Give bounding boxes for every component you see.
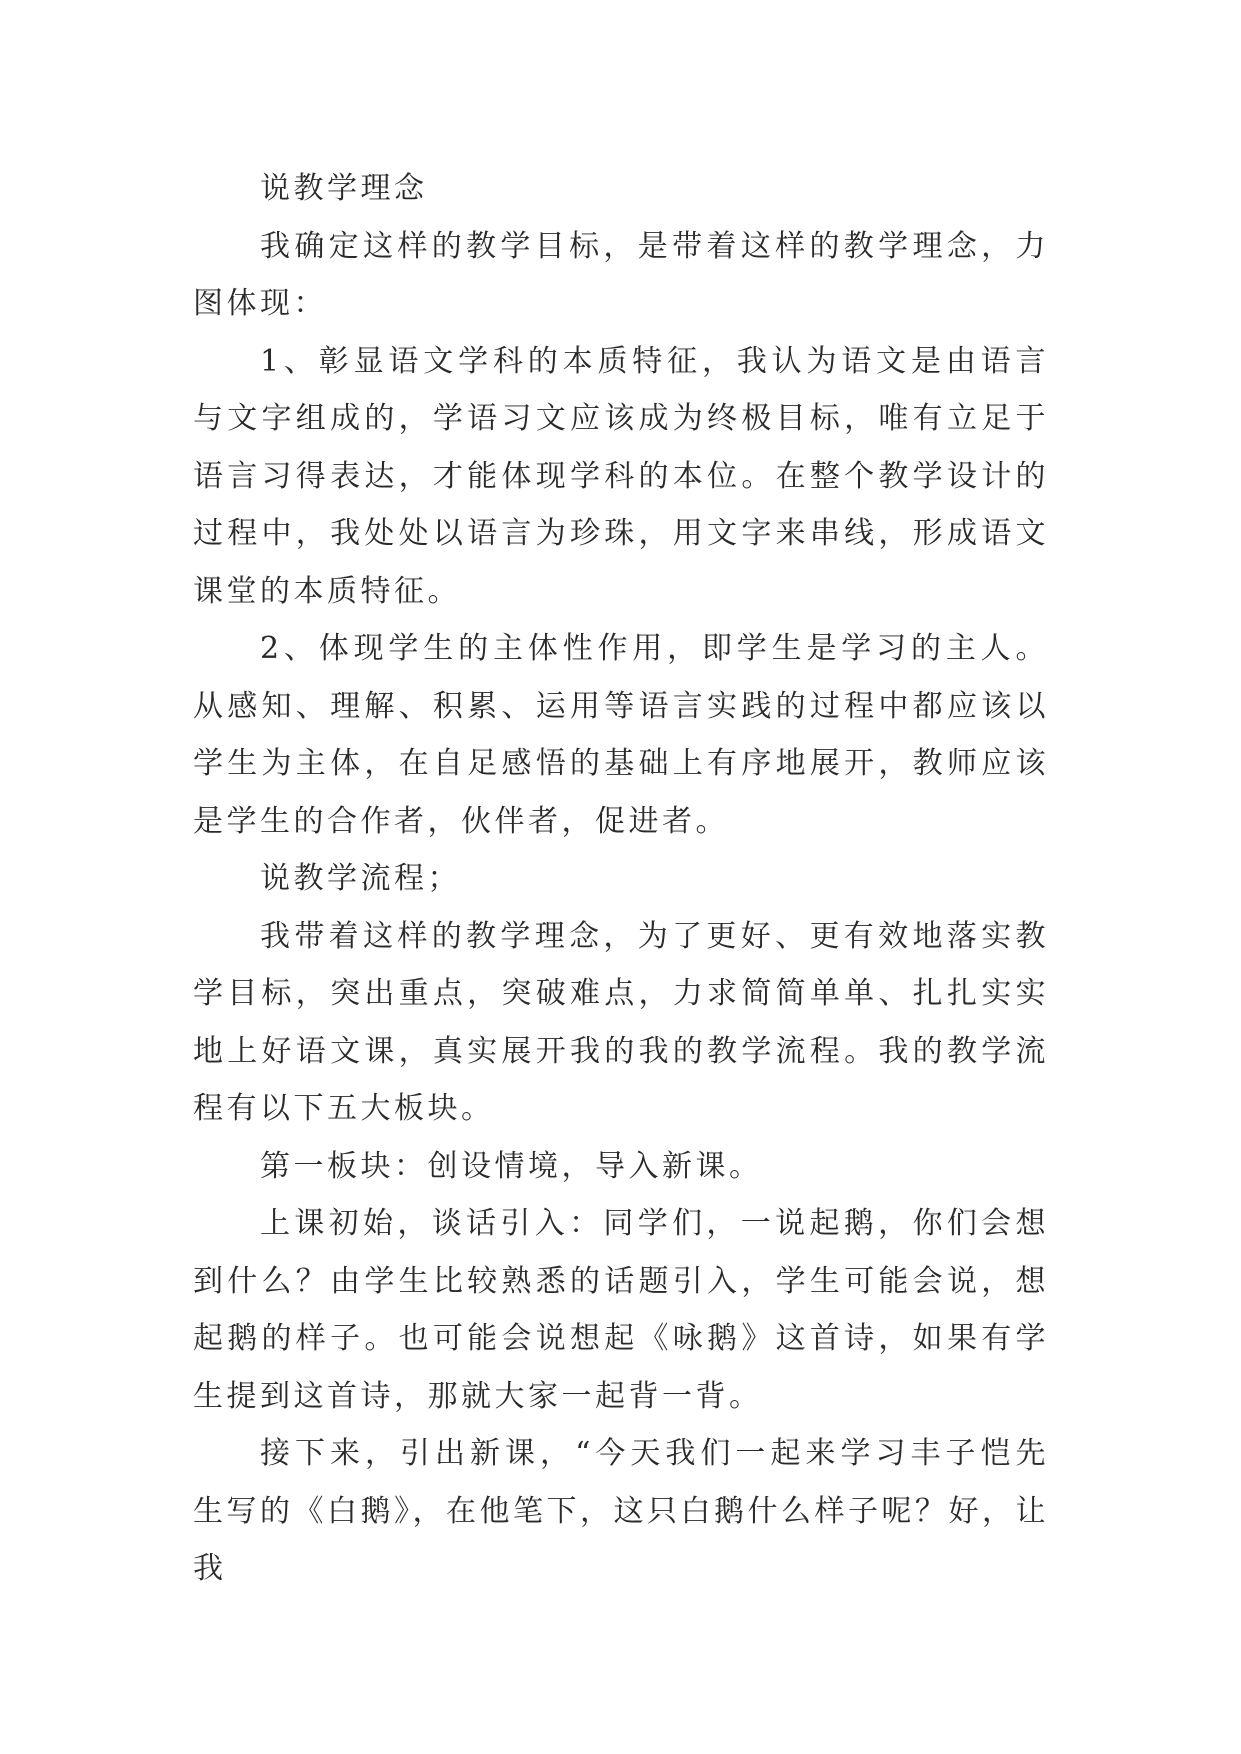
paragraph: 我带着这样的教学理念，为了更好、更有效地落实教学目标，突出重点，突破难点，力求简简单单、扎扎实实地上好语文课，真实展开我的我的教学流程。我的教学流程有以下五大板块。	[193, 918, 1049, 1126]
section-heading-teaching-philosophy: 说教学理念	[260, 171, 428, 206]
document-body	[193, 160, 1049, 1598]
section-heading-block-one: 第一板块：创设情境，导入新课。	[260, 1148, 763, 1184]
paragraph: 接下来，引出新课，“今天我们一起来学习丰子恺先生写的《白鹅》，在他笔下，这只白鹅什么样子呢？好，让我	[193, 1436, 1049, 1586]
paragraph: 上课初始，谈话引入：同学们，一说起鹅，你们会想到什么？由学生比较熟悉的话题引入，学生可能会说，想起鹅的样子。也可能会说想起《咏鹅》这首诗，如果有学生提到这首诗，那就大家一起背一背。	[193, 1206, 1049, 1414]
section-heading-teaching-process: 说教学流程；	[260, 861, 461, 896]
paragraph: 我确定这样的教学目标，是带着这样的教学理念，力图体现：	[193, 228, 1049, 321]
paragraph: 2、体现学生的主体性作用，即学生是学习的主人。从感知、理解、积累、运用等语言实践的过程中都应该以学生为主体，在自足感悟的基础上有序地展开，教师应该是学生的合作者，伙伴者，促进者。	[193, 631, 1049, 839]
paragraph: 1、彰显语文学科的本质特征，我认为语文是由语言与文字组成的，学语习文应该成为终极目标，唯有立足于语言习得表达，才能体现学科的本位。在整个教学设计的过程中，我处处以语言为珍珠，用文字来串线，形成语文课堂的本质特征。	[193, 343, 1049, 609]
